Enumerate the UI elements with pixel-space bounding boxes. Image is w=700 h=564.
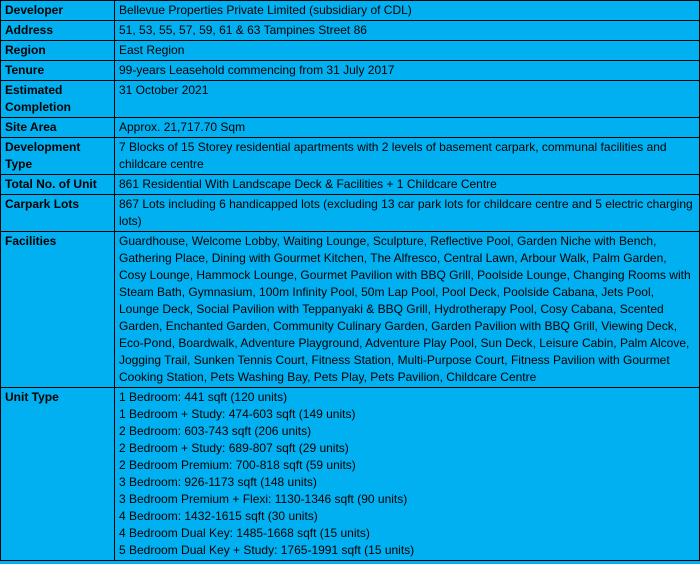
- label-site-area: Site Area: [1, 118, 115, 138]
- row-region: [1, 41, 700, 61]
- unit-type-item: 5 Bedroom Dual Key + Study: 1765-1991 sqft (15 units): [119, 543, 415, 557]
- label-estimated-completion: Estimated Completion: [1, 81, 115, 118]
- value-address: 51, 53, 55, 57, 59, 61 & 63 Tampines Street 86: [115, 21, 700, 41]
- value-total-units: 861 Residential With Landscape Deck & Facilities + 1 Childcare Centre: [115, 175, 700, 195]
- unit-type-item: 2 Bedroom Premium: 700-818 sqft (59 units): [119, 458, 356, 472]
- value-facilities: Guardhouse, Welcome Lobby, Waiting Lounge, Sculpture, Reflective Pool, Garden Niche with Bench, Gathering Place, Dining with Gourmet Kitchen, The Alfresco, Central Lawn, Arbour Walk, Palm Garden, Cosy Lounge, Hammock Lounge, Gourmet Pavilion with BBQ Grill, Poolside Lounge, Changing Rooms with Steam Bath, Gymnasium, 100m Infinity Pool, 50m Lap Pool, Pool Deck, Poolside Cabana, Jets Pool, Lounge Deck, Social Pavilion with Teppanyaki & BBQ Grill, Hydrotherapy Pool, Cosy Cabana, Scented Garden, Enchanted Garden, Community Culinary Garden, Garden Pavilion with BBQ Grill, Viewing Deck, Eco-Pond, Boardwalk, Adventure Playground, Adventure Play Pool, Sun Deck, Leisure Cabin, Palm Alcove, Jogging Trail, Sunken Tennis Court, Fitness Station, Multi-Purpose Court, Fitness Pavilion with Gourmet Cooking Station, Pets Washing Bay, Pets Play, Pets Pavilion, Childcare Centre: [115, 232, 700, 388]
- unit-type-item: 2 Bedroom + Study: 689-807 sqft (29 units): [119, 441, 349, 455]
- value-estimated-completion: 31 October 2021: [115, 81, 700, 118]
- row-facilities: [1, 232, 700, 388]
- label-developer: Developer: [1, 1, 115, 21]
- row-site-area: [1, 118, 700, 138]
- row-unit-type: [1, 388, 700, 561]
- unit-type-item: 4 Bedroom Dual Key: 1485-1668 sqft (15 units): [119, 526, 370, 540]
- value-development-type: 7 Blocks of 15 Storey residential apartments with 2 levels of basement carpark, communal facilities and childcare centre: [115, 138, 700, 175]
- value-tenure: 99-years Leasehold commencing from 31 July 2017: [115, 61, 700, 81]
- value-region: East Region: [115, 41, 700, 61]
- row-development-type: [1, 138, 700, 175]
- unit-type-item: 3 Bedroom: 926-1173 sqft (148 units): [119, 475, 317, 489]
- value-developer: Bellevue Properties Private Limited (subsidiary of CDL): [115, 1, 700, 21]
- row-carpark-lots: [1, 195, 700, 232]
- label-development-type: Development Type: [1, 138, 115, 175]
- label-address: Address: [1, 21, 115, 41]
- label-facilities: Facilities: [1, 232, 115, 388]
- unit-type-item: 1 Bedroom + Study: 474-603 sqft (149 units): [119, 407, 356, 421]
- row-total-units: [1, 175, 700, 195]
- row-estimated-completion: [1, 81, 700, 118]
- label-total-units: Total No. of Unit: [1, 175, 115, 195]
- value-site-area: Approx. 21,717.70 Sqm: [115, 118, 700, 138]
- label-unit-type: Unit Type: [1, 388, 115, 561]
- unit-type-item: 2 Bedroom: 603-743 sqft (206 units): [119, 424, 312, 438]
- label-region: Region: [1, 41, 115, 61]
- unit-type-item: 3 Bedroom Premium + Flexi: 1130-1346 sqft (90 units): [119, 492, 408, 506]
- label-carpark-lots: Carpark Lots: [1, 195, 115, 232]
- value-carpark-lots: 867 Lots including 6 handicapped lots (excluding 13 car park lots for childcare centre and 5 electric charging lots): [115, 195, 700, 232]
- row-address: [1, 21, 700, 41]
- unit-type-item: 4 Bedroom: 1432-1615 sqft (30 units): [119, 509, 318, 523]
- unit-type-item: 1 Bedroom: 441 sqft (120 units): [119, 390, 288, 404]
- label-tenure: Tenure: [1, 61, 115, 81]
- row-tenure: [1, 61, 700, 81]
- value-unit-type: [115, 388, 700, 561]
- row-developer: [1, 1, 700, 21]
